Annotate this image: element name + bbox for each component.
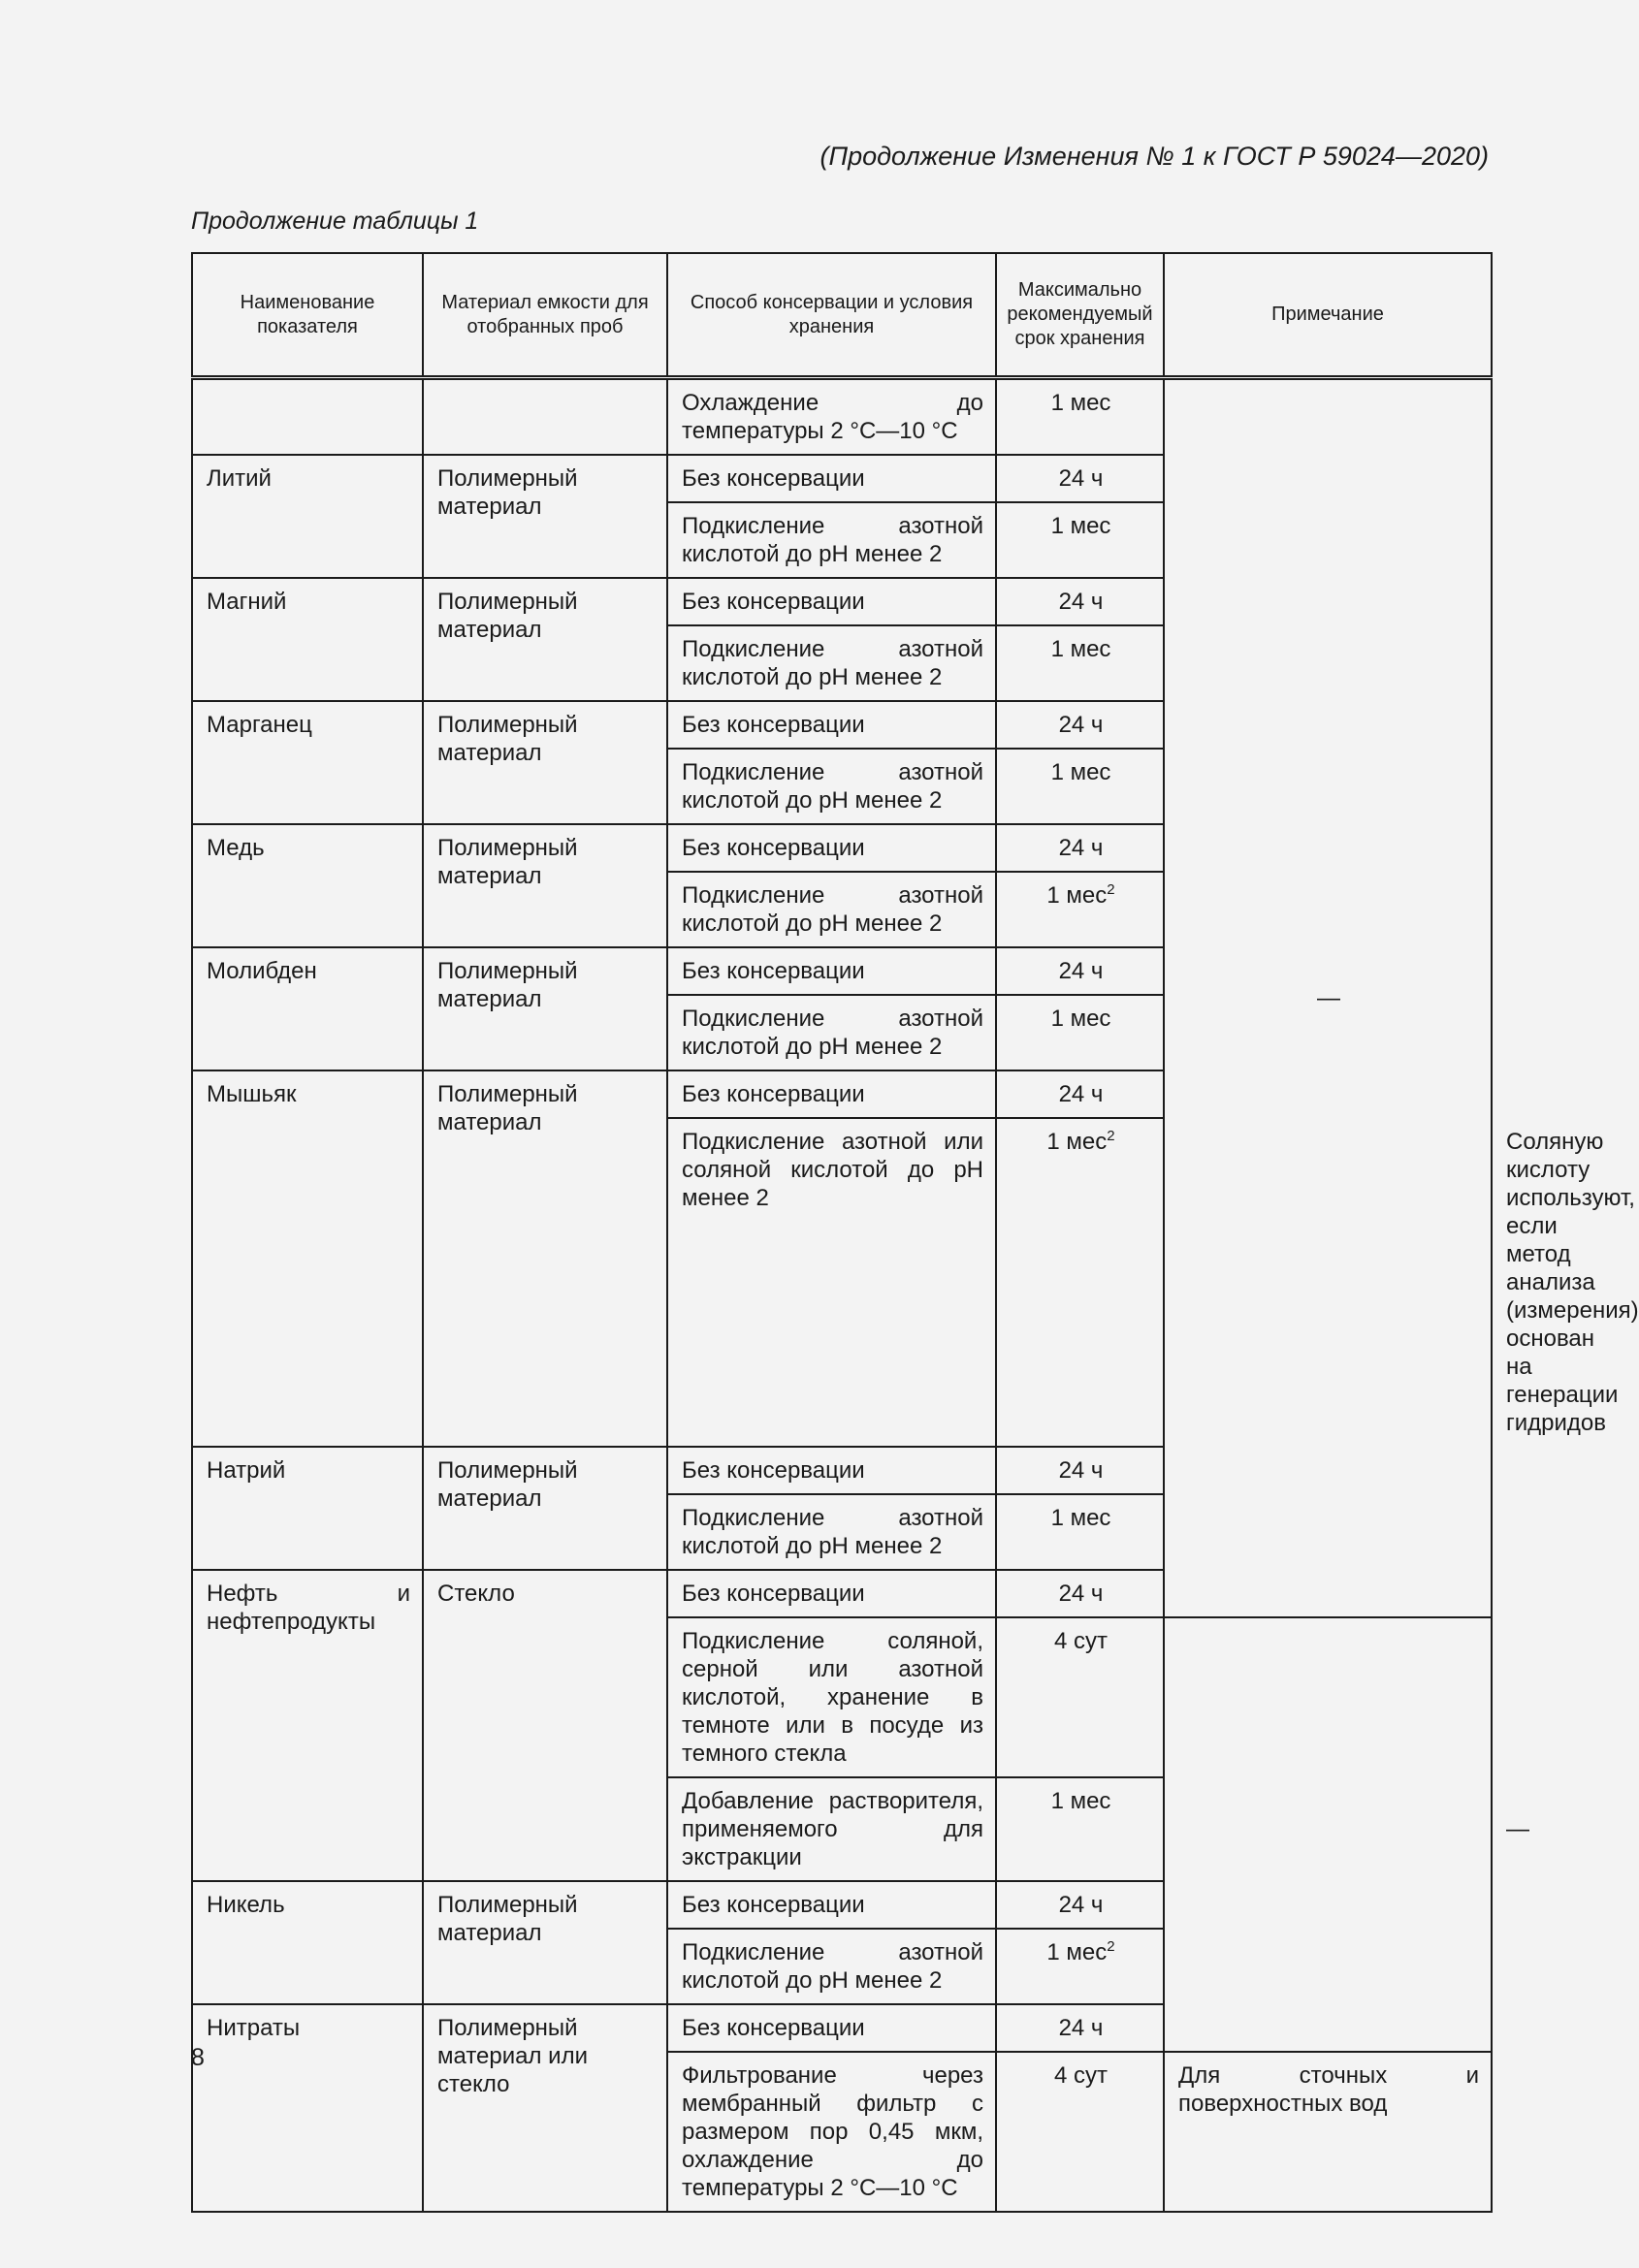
cell-material: Полимерный материал — [423, 1070, 667, 1447]
cell-name: Молибден — [192, 947, 423, 1070]
cell-period: 4 сут — [996, 1617, 1164, 1777]
cell-method: Охлаждение до температуры 2 °C—10 °C — [667, 378, 996, 456]
cell-method: Без консервации — [667, 947, 996, 995]
data-table — [191, 252, 1639, 2213]
cell-method: Подкисление азотной кислотой до pH менее 2 — [667, 502, 996, 578]
cell-material: Полимерный материал — [423, 1881, 667, 2004]
period-value: 1 мес — [1046, 1129, 1108, 1155]
cell-method: Подкисление азотной кислотой до pH менее 2 — [667, 872, 996, 947]
footnote-mark: 2 — [1107, 1938, 1115, 1955]
cell-method: Добавление растворителя, применяемого для экстракции — [667, 1777, 996, 1881]
cell-material: Полимерный материал — [423, 701, 667, 824]
period-value: 1 мес — [1046, 1939, 1108, 1965]
table-row: Подкисление азотной или соляной кислотой до pH менее 2 1 мес$^2$ Соляную кислоту используют, если метод анализа (измерения) основан на генерации гидридов — [192, 1118, 1492, 1447]
table-row — [192, 378, 1492, 456]
footnote-mark: 2 — [1107, 881, 1115, 898]
cell-method: Подкисление соляной, серной или азотной кислотой, хранение в темноте или в посуде из темного стекла — [667, 1617, 996, 1777]
cell-period — [996, 872, 1164, 947]
cell-method: Подкисление азотной кислотой до pH менее 2 — [667, 995, 996, 1070]
cell-method: Без консервации — [667, 455, 996, 502]
cell-method: Подкисление азотной кислотой до pH менее 2 — [667, 625, 996, 701]
cell-name: Нитраты — [192, 2004, 423, 2212]
cell-period: 24 ч — [996, 947, 1164, 995]
cell-period: 24 ч — [996, 1881, 1164, 1929]
cell-method: Без консервации — [667, 1881, 996, 1929]
table-header-row — [192, 253, 1492, 378]
cell-method: Подкисление азотной кислотой до pH менее 2 — [667, 1929, 996, 2004]
cell-name: Марганец — [192, 701, 423, 824]
cell-material: Полимерный материал — [423, 455, 667, 578]
cell-period: 24 ч — [996, 1070, 1164, 1118]
cell-method: Без консервации — [667, 1447, 996, 1494]
cell-period: 1 мес — [996, 995, 1164, 1070]
cell-method: Фильтрование через мембранный фильтр с размером пор 0,45 мкм, охлаждение до температуры 2 °C—10 °C — [667, 2052, 996, 2212]
cell-period: 24 ч — [996, 1570, 1164, 1617]
table-caption: Продолжение таблицы 1 — [191, 208, 479, 235]
col-header-method: Способ консервации и условия хранения — [667, 253, 996, 378]
cell-name: Медь — [192, 824, 423, 947]
cell-period: 1 мес — [996, 378, 1164, 456]
cell-method: Без консервации — [667, 824, 996, 872]
cell-method: Без консервации — [667, 701, 996, 749]
cell-period: 24 ч — [996, 578, 1164, 625]
cell-material-empty — [423, 378, 667, 456]
cell-method: Без консервации — [667, 1070, 996, 1118]
cell-material: Полимерный материал — [423, 1447, 667, 1570]
col-header-material: Материал емкости для отобранных проб — [423, 253, 667, 378]
cell-name: Нефть и нефтепродукты — [192, 1570, 423, 1881]
cell-period: 24 ч — [996, 1447, 1164, 1494]
footnote-mark: 2 — [1107, 1128, 1115, 1144]
cell-method: Подкисление азотной или соляной кислотой до pH менее 2 — [667, 1118, 996, 1447]
cell-period — [996, 1118, 1164, 1447]
cell-period: 24 ч — [996, 701, 1164, 749]
cell-period — [996, 1929, 1164, 2004]
col-header-note: Примечание — [1164, 253, 1492, 378]
cell-note-dash: — — [1164, 378, 1492, 1618]
col-header-name: Наименование показателя — [192, 253, 423, 378]
table-row — [192, 2004, 1492, 2052]
document-header: (Продолжение Изменения № 1 к ГОСТ Р 59024—2020) — [820, 142, 1489, 171]
cell-name-empty — [192, 378, 423, 456]
cell-name: Литий — [192, 455, 423, 578]
cell-period: 24 ч — [996, 455, 1164, 502]
cell-name: Магний — [192, 578, 423, 701]
cell-period: 4 сут — [996, 2052, 1164, 2212]
table-row — [192, 1881, 1492, 1929]
table-row: Натрий Полимерный материал Без консервации 24 ч — — [192, 1447, 1492, 1494]
page-number: 8 — [191, 2044, 205, 2071]
cell-material: Полимерный материал — [423, 824, 667, 947]
cell-period: 24 ч — [996, 2004, 1164, 2052]
cell-period: 1 мес — [996, 502, 1164, 578]
cell-period: 24 ч — [996, 824, 1164, 872]
cell-period: 1 мес — [996, 749, 1164, 824]
cell-material: Полимерный материал — [423, 947, 667, 1070]
cell-material: Стекло — [423, 1570, 667, 1881]
cell-period: 1 мес — [996, 1777, 1164, 1881]
cell-material: Полимерный материал — [423, 578, 667, 701]
cell-period: 1 мес — [996, 1494, 1164, 1570]
col-header-period: Максимально рекомендуемый срок хранения — [996, 253, 1164, 378]
cell-name: Никель — [192, 1881, 423, 2004]
cell-name: Мышьяк — [192, 1070, 423, 1447]
cell-material: Полимерный материал или стекло — [423, 2004, 667, 2212]
cell-method: Без консервации — [667, 578, 996, 625]
cell-method: Без консервации — [667, 2004, 996, 2052]
cell-period: 1 мес — [996, 625, 1164, 701]
cell-method: Подкисление азотной кислотой до pH менее 2 — [667, 1494, 996, 1570]
period-value: 1 мес — [1046, 882, 1108, 909]
cell-name: Натрий — [192, 1447, 423, 1570]
cell-note: Для сточных и поверхностных вод — [1164, 2052, 1492, 2212]
cell-method: Без консервации — [667, 1570, 996, 1617]
cell-method: Подкисление азотной кислотой до pH менее 2 — [667, 749, 996, 824]
